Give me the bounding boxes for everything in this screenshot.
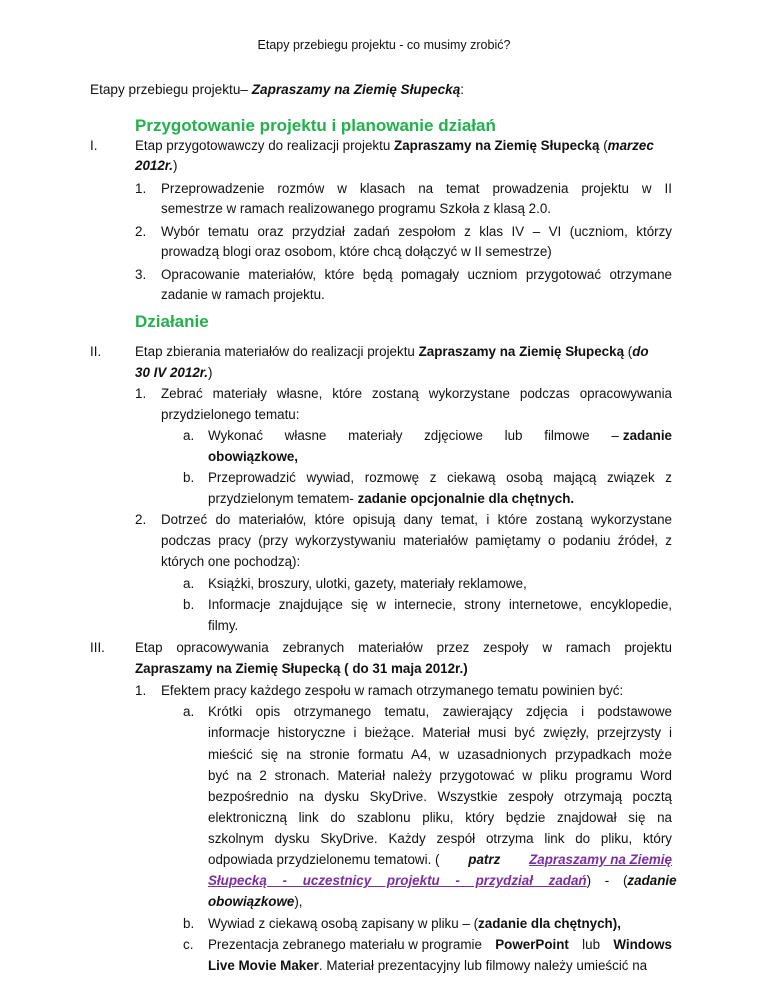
- sublist-item-cont: [208, 873, 677, 888]
- task-type: obowiązkowe,: [208, 449, 299, 464]
- see-text: patrz: [468, 852, 501, 867]
- paren: ): [207, 365, 213, 380]
- list-item-cont: podczas pracy (przy wykorzystywaniu materiałów pamiętamy o podaniu źródeł, z: [161, 533, 672, 548]
- list-number: 1.: [135, 683, 147, 698]
- stage-title: [135, 138, 654, 153]
- assignment-link[interactable]: Zapraszamy na Ziemię: [529, 852, 672, 867]
- roman-numeral: II.: [90, 344, 102, 359]
- intro-line: [90, 82, 464, 97]
- list-item: Efektem pracy każdego zespołu w ramach otrzymanego tematu powinien być:: [161, 683, 624, 698]
- section-heading-preparation: Przygotowanie projektu i planowanie działań: [135, 116, 496, 135]
- sublist-text: Wykonać własne materiały zdjęciowe lub filmowe –: [208, 428, 619, 443]
- assignment-link[interactable]: Słupecką - uczestnicy projektu - przydział zadań: [208, 873, 587, 888]
- sublist-item: [208, 916, 621, 931]
- task-type: obowiązkowe: [208, 894, 295, 909]
- list-item-cont: przydzielonego tematu:: [161, 407, 300, 422]
- roman-numeral: III.: [90, 640, 105, 655]
- list-number: 2.: [135, 224, 147, 239]
- task-type: zadanie: [622, 428, 672, 443]
- stage-title-cont: [135, 365, 212, 380]
- stage-title: Etap opracowywania zebranych materiałów przez zespoły w ramach projektu: [135, 640, 672, 655]
- sublist-letter: a.: [183, 704, 195, 719]
- sublist-item: [208, 428, 672, 443]
- sublist-text: lub: [582, 937, 601, 952]
- sublist-item-cont: informacje historyczne i bieżące. Materiał musi być zwięzły, przejrzysty i: [208, 725, 672, 740]
- sublist-letter: b.: [183, 916, 195, 931]
- date-text: do: [632, 344, 649, 359]
- sublist-letter: a.: [183, 428, 195, 443]
- sublist-text: . Materiał prezentacyjny lub filmowy należy umieścić na: [318, 958, 648, 973]
- page-header: Etapy przebiegu projektu - co musimy zrobić?: [257, 38, 511, 52]
- sublist-text: Prezentacja zebranego materiału w programie: [208, 937, 482, 952]
- task-type: zadanie dla chętnych),: [478, 916, 621, 931]
- paren: (: [627, 344, 633, 359]
- program-name: Windows: [613, 937, 672, 952]
- sublist-item: Informacje znajdujące się w internecie, strony internetowe, encyklopedie,: [208, 597, 672, 612]
- sublist-item: Książki, broszury, ulotki, gazety, materiały reklamowe,: [208, 576, 527, 591]
- date-text: 30 IV 2012r.: [135, 365, 208, 380]
- project-name: Zapraszamy na Ziemię Słupecką: [418, 344, 625, 359]
- sublist-item: [208, 937, 672, 952]
- paren: ),: [294, 894, 303, 909]
- intro-suffix: :: [460, 82, 465, 97]
- stage-text: Etap zbierania materiałów do realizacji projektu: [135, 344, 415, 359]
- section-heading-action: Działanie: [135, 312, 209, 331]
- list-number: 1.: [135, 386, 147, 401]
- sublist-item-cont: być na 2 stronach. Materiał należy przygotować w pliku programu Word: [208, 768, 672, 783]
- sublist-item: Krótki opis otrzymanego tematu, zawierający zdjęcia i podstawowe: [208, 704, 672, 719]
- list-item-cont: semestrze w ramach realizowanego programu Szkoła z klasą 2.0.: [161, 201, 551, 216]
- stage-title-cont: [135, 661, 468, 676]
- list-number: 3.: [135, 267, 147, 282]
- sublist-letter: b.: [183, 597, 195, 612]
- sublist-text: Wywiad z ciekawą osobą zapisany w pliku – (: [208, 916, 479, 931]
- sublist-item-cont: mieścić się na stronie formatu A4, w uzasadnionych przypadkach może: [208, 747, 672, 762]
- sublist-text: odpowiada przydzielonemu tematowi. (: [208, 852, 440, 867]
- intro-prefix: Etapy przebiegu projektu–: [90, 82, 252, 97]
- list-item: Wybór tematu oraz przydział zadań zespołom z klas IV – VI (uczniom, którzy: [161, 224, 672, 239]
- project-name: Zapraszamy na Ziemię Słupecką: [394, 138, 600, 153]
- list-item-cont: których one pochodzą):: [161, 554, 301, 569]
- stage-title-cont: [135, 158, 177, 173]
- sublist-item-cont: [208, 852, 672, 867]
- program-name: Live Movie Maker: [208, 958, 319, 973]
- task-type: zadanie opcjonalnie dla chętnych.: [357, 491, 575, 506]
- sublist-item-cont: elektroniczną link do szablonu pliku, który będzie znajdował się na: [208, 810, 672, 825]
- stage-title: [135, 344, 649, 359]
- list-item-cont: zadanie w ramach projektu.: [161, 287, 325, 302]
- list-number: 1.: [135, 181, 147, 196]
- paren: (: [603, 138, 608, 153]
- sublist-item-cont: filmy.: [208, 618, 239, 633]
- date-text: marzec: [607, 138, 654, 153]
- list-item-cont: prowadzą blogi oraz osobom, które chcą dołączyć w II semestrze): [161, 244, 552, 259]
- intro-title: Zapraszamy na Ziemię Słupecką: [251, 82, 461, 97]
- paren: ): [172, 158, 178, 173]
- list-number: 2.: [135, 512, 147, 527]
- date-text: 2012r.: [135, 158, 173, 173]
- task-type: zadanie: [627, 873, 677, 888]
- sublist-item-cont: [208, 491, 574, 506]
- sublist-item-cont: bezpośrednio na dysku SkyDrive. Wszystkie zespoły otrzymają pocztą: [208, 789, 672, 804]
- sublist-letter: b.: [183, 470, 195, 485]
- list-item: Opracowanie materiałów, które będą pomagały uczniom przygotować otrzymane: [161, 267, 672, 282]
- project-name: Zapraszamy na Ziemię Słupecką ( do 31 maja 2012r.): [135, 661, 468, 676]
- roman-numeral: I.: [90, 138, 98, 153]
- paren: ) - (: [586, 873, 628, 888]
- sublist-item: Przeprowadzić wywiad, rozmowę z ciekawą osobą mającą związek z: [208, 470, 672, 485]
- sublist-item-cont: szkolnym dysku SkyDrive. Każdy zespół otrzyma link do pliku, który: [208, 831, 672, 846]
- list-item: Zebrać materiały własne, które zostaną wykorzystane podczas opracowywania: [161, 386, 672, 401]
- sublist-item-cont: [208, 894, 303, 909]
- program-name: PowerPoint: [495, 937, 569, 952]
- sublist-letter: a.: [183, 576, 195, 591]
- sublist-item-cont: [208, 958, 672, 973]
- sublist-text: przydzielonym tematem-: [208, 491, 354, 506]
- sublist-item-cont: [208, 449, 298, 464]
- sublist-letter: c.: [183, 937, 194, 952]
- list-item: Dotrzeć do materiałów, które opisują dany temat, i które zostaną wykorzystane: [161, 512, 672, 527]
- list-item: Przeprowadzenie rozmów w klasach na temat prowadzenia projektu w II: [161, 181, 672, 196]
- stage-text: Etap przygotowawczy do realizacji projektu: [135, 138, 391, 153]
